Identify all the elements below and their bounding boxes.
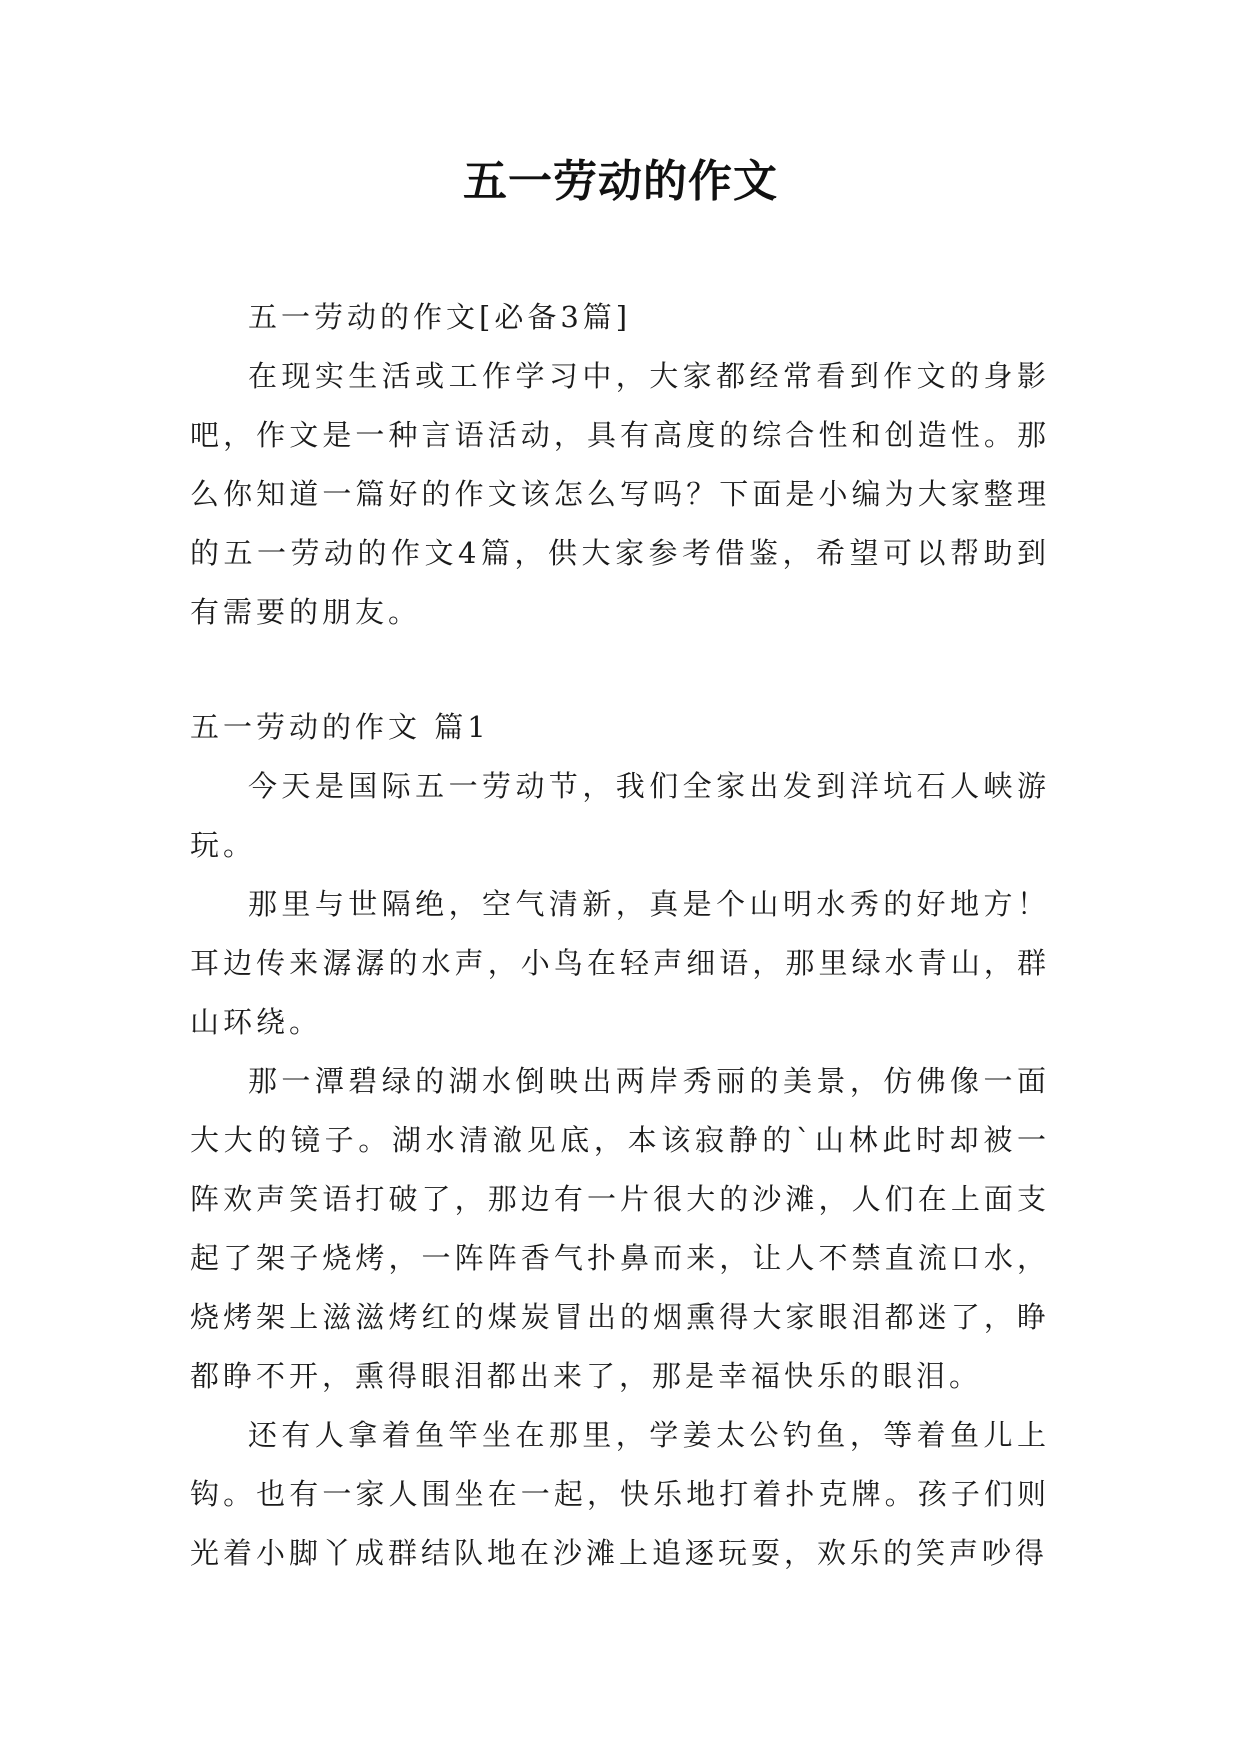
body-paragraph: 今天是国际五一劳动节，我们全家出发到洋坑石人峡游玩。	[190, 769, 1050, 862]
intro-paragraph: 在现实生活或工作学习中，大家都经常看到作文的身影吧，作文是一种言语活动，具有高度的综合性和创造性。那么你知道一篇好的作文该怎么写吗？下面是小编为大家整理的五一劳动的作文4篇，供大家参考借鉴，希望可以帮助到有需要的朋友。	[190, 359, 1050, 629]
body-paragraph: 那里与世隔绝，空气清新，真是个山明水秀的好地方！耳边传来潺潺的水声，小鸟在轻声细语，那里绿水青山，群山环绕。	[190, 887, 1050, 1039]
document-subtitle: 五一劳动的作文[必备3篇]	[248, 300, 632, 334]
document-body	[190, 288, 1050, 1583]
body-paragraph: 那一潭碧绿的湖水倒映出两岸秀丽的美景，仿佛像一面大大的镜子。湖水清澈见底，本该寂静的`山林此时却被一阵欢声笑语打破了，那边有一片很大的沙滩，人们在上面支起了架子烧烤，一阵阵香气扑鼻而来，让人不禁直流口水，烧烤架上滋滋烤红的煤炭冒出的烟熏得大家眼泪都迷了，睁都睁不开，熏得眼泪都出来了，那是幸福快乐的眼泪。	[190, 1064, 1050, 1393]
document-title: 五一劳动的作文	[463, 156, 778, 207]
body-paragraph: 还有人拿着鱼竿坐在那里，学姜太公钓鱼，等着鱼儿上钩。也有一家人围坐在一起，快乐地打着扑克牌。孩子们则光着小脚丫成群结队地在沙滩上追逐玩耍，欢乐的笑声吵得	[190, 1418, 1050, 1570]
section-heading: 五一劳动的作文 篇1	[190, 710, 490, 744]
